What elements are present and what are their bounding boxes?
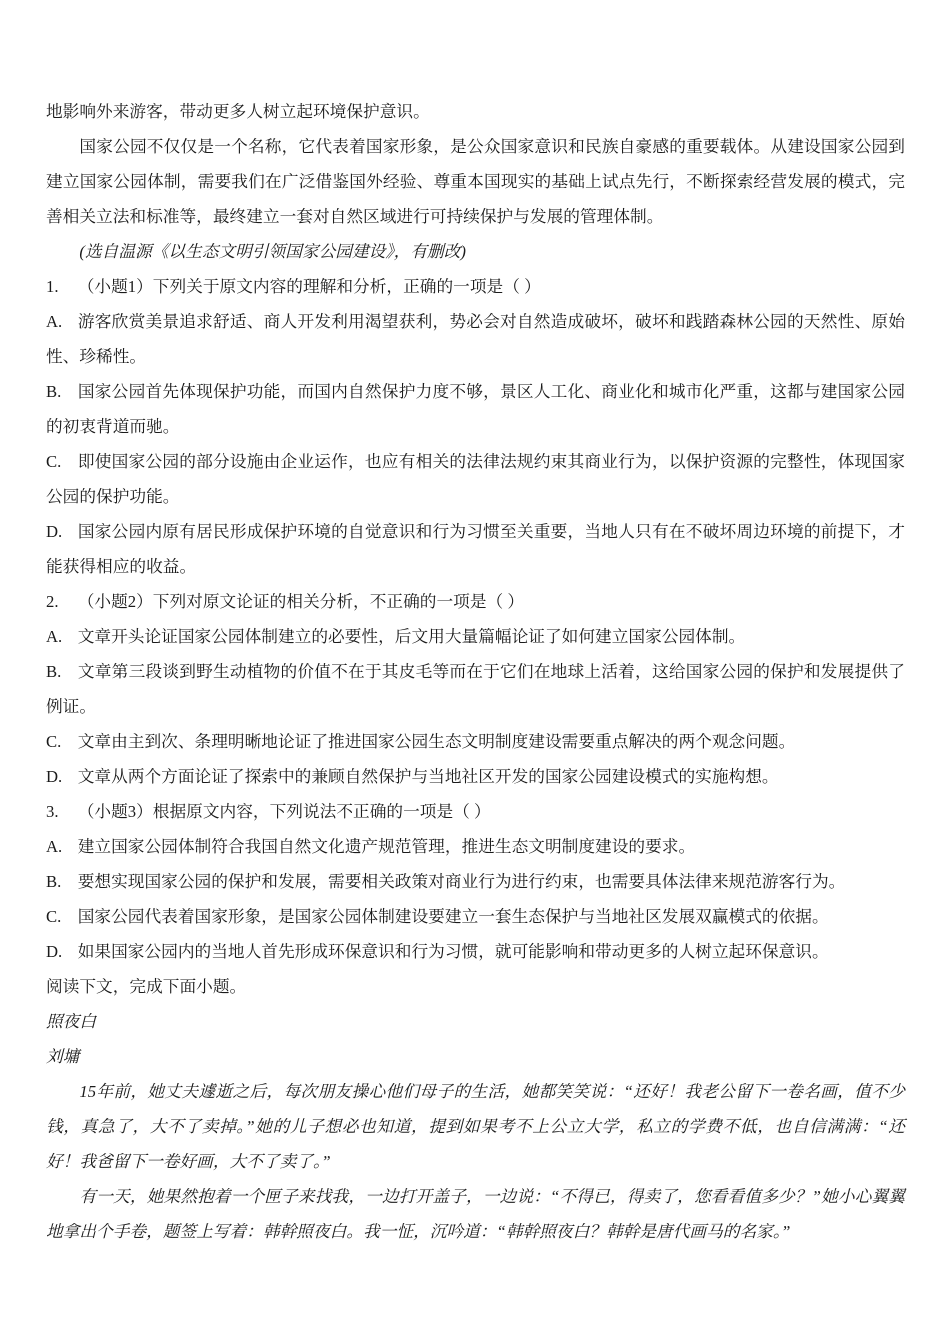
answer-option-label: C. <box>46 452 62 471</box>
question-stem-label: 1. <box>46 277 59 296</box>
answer-option-text: 文章由主到次、条理明晰地论证了推进国家公园生态文明制度建设需要重点解决的两个观念问题。 <box>77 732 796 751</box>
answer-option-text: 国家公园内原有居民形成保护环境的自觉意识和行为习惯至关重要，当地人只有在不破坏周边环境的前提下，才能获得相应的收益。 <box>46 522 905 576</box>
reading-instruction-text: 阅读下文，完成下面小题。 <box>46 977 247 996</box>
passage-title-text: 照夜白 <box>46 1012 97 1031</box>
answer-option <box>46 374 905 444</box>
answer-option-text: 国家公园代表着国家形象，是国家公园体制建设要建立一套生态保护与当地社区发展双赢模式的依据。 <box>77 907 829 926</box>
answer-option-text: 文章开头论证国家公园体制建立的必要性，后文用大量篇幅论证了如何建立国家公园体制。 <box>77 627 746 646</box>
passage-author <box>46 1039 905 1074</box>
question-stem-label: 3. <box>46 802 59 821</box>
body-continuation-line-text: 地影响外来游客，带动更多人树立起环境保护意识。 <box>46 102 430 121</box>
answer-option <box>46 864 905 899</box>
passage-author-text: 刘墉 <box>46 1047 80 1066</box>
answer-option <box>46 514 905 584</box>
answer-option-text: 文章第三段谈到野生动植物的价值不在于其皮毛等而在于它们在地球上活着，这给国家公园的保护和发展提供了例证。 <box>46 662 905 716</box>
answer-option <box>46 444 905 514</box>
passage-paragraph-text: 15年前，她丈夫遽逝之后，每次朋友操心他们母子的生活，她都笑笑说：“还好！我老公留下一卷名画，值不少钱，真急了，大不了卖掉。”她的儿子想必也知道，提到如果考不上公立大学，私立的学费不低，也自信满满：“还好！我爸留下一卷好画，大不了卖了。” <box>46 1082 905 1171</box>
answer-option-text: 文章从两个方面论证了探索中的兼顾自然保护与当地社区开发的国家公园建设模式的实施构想。 <box>77 767 779 786</box>
reading-instruction <box>46 969 905 1004</box>
answer-option-label: C. <box>46 907 62 926</box>
answer-option-label: B. <box>46 662 62 681</box>
answer-option-text: 要想实现国家公园的保护和发展，需要相关政策对商业行为进行约束，也需要具体法律来规范游客行为。 <box>77 872 846 891</box>
answer-option <box>46 304 905 374</box>
answer-option-text: 即使国家公园的部分设施由企业运作，也应有相关的法律法规约束其商业行为，以保护资源的完整性，体现国家公园的保护功能。 <box>46 452 905 506</box>
question-stem-text: （小题3）根据原文内容，下列说法不正确的一项是（ ） <box>77 802 491 821</box>
answer-option-text: 游客欣赏美景追求舒适、商人开发利用渴望获利，势必会对自然造成破坏，破坏和践踏森林公园的天然性、原始性、珍稀性。 <box>46 312 905 366</box>
question-stem-label: 2. <box>46 592 59 611</box>
passage-paragraph <box>46 1179 905 1249</box>
passage-title <box>46 1004 905 1039</box>
document-body <box>46 94 905 1249</box>
answer-option <box>46 619 905 654</box>
passage-paragraph <box>46 1074 905 1179</box>
answer-option-label: A. <box>46 627 63 646</box>
answer-option-text: 建立国家公园体制符合我国自然文化遗产规范管理，推进生态文明制度建设的要求。 <box>77 837 696 856</box>
answer-option-label: D. <box>46 942 63 961</box>
answer-option <box>46 654 905 724</box>
question-stem <box>46 269 905 304</box>
answer-option-label: D. <box>46 767 63 786</box>
answer-option <box>46 829 905 864</box>
answer-option-label: B. <box>46 872 62 891</box>
passage-paragraph-text: 有一天，她果然抱着一个匣子来找我，一边打开盖子，一边说：“不得已，得卖了，您看看值多少？”她小心翼翼地拿出个手卷，题签上写着：韩幹照夜白。我一怔，沉吟道：“韩幹照夜白？韩幹是唐代画马的名家。” <box>46 1187 905 1241</box>
answer-option-label: A. <box>46 312 63 331</box>
answer-option-label: B. <box>46 382 62 401</box>
answer-option-label: D. <box>46 522 63 541</box>
body-paragraph <box>46 129 905 234</box>
question-stem <box>46 794 905 829</box>
answer-option-text: 国家公园首先体现保护功能，而国内自然保护力度不够，景区人工化、商业化和城市化严重，这都与建国家公园的初衷背道而驰。 <box>46 382 905 436</box>
answer-option <box>46 724 905 759</box>
question-stem <box>46 584 905 619</box>
source-note <box>46 234 905 269</box>
body-paragraph-text: 国家公园不仅仅是一个名称，它代表着国家形象，是公众国家意识和民族自豪感的重要载体。从建设国家公园到建立国家公园体制，需要我们在广泛借鉴国外经验、尊重本国现实的基础上试点先行，不断探索经营发展的模式，完善相关立法和标准等，最终建立一套对自然区域进行可持续保护与发展的管理体制。 <box>46 137 905 226</box>
question-stem-text: （小题1）下列关于原文内容的理解和分析，正确的一项是（ ） <box>77 277 541 296</box>
answer-option-label: A. <box>46 837 63 856</box>
question-stem-text: （小题2）下列对原文论证的相关分析，不正确的一项是（ ） <box>77 592 525 611</box>
source-note-text: (选自温源《以生态文明引领国家公园建设》，有删改) <box>79 242 466 261</box>
answer-option-label: C. <box>46 732 62 751</box>
answer-option <box>46 759 905 794</box>
answer-option-text: 如果国家公园内的当地人首先形成环保意识和行为习惯，就可能影响和带动更多的人树立起环保意识。 <box>77 942 829 961</box>
answer-option <box>46 899 905 934</box>
body-continuation-line <box>46 94 905 129</box>
answer-option <box>46 934 905 969</box>
